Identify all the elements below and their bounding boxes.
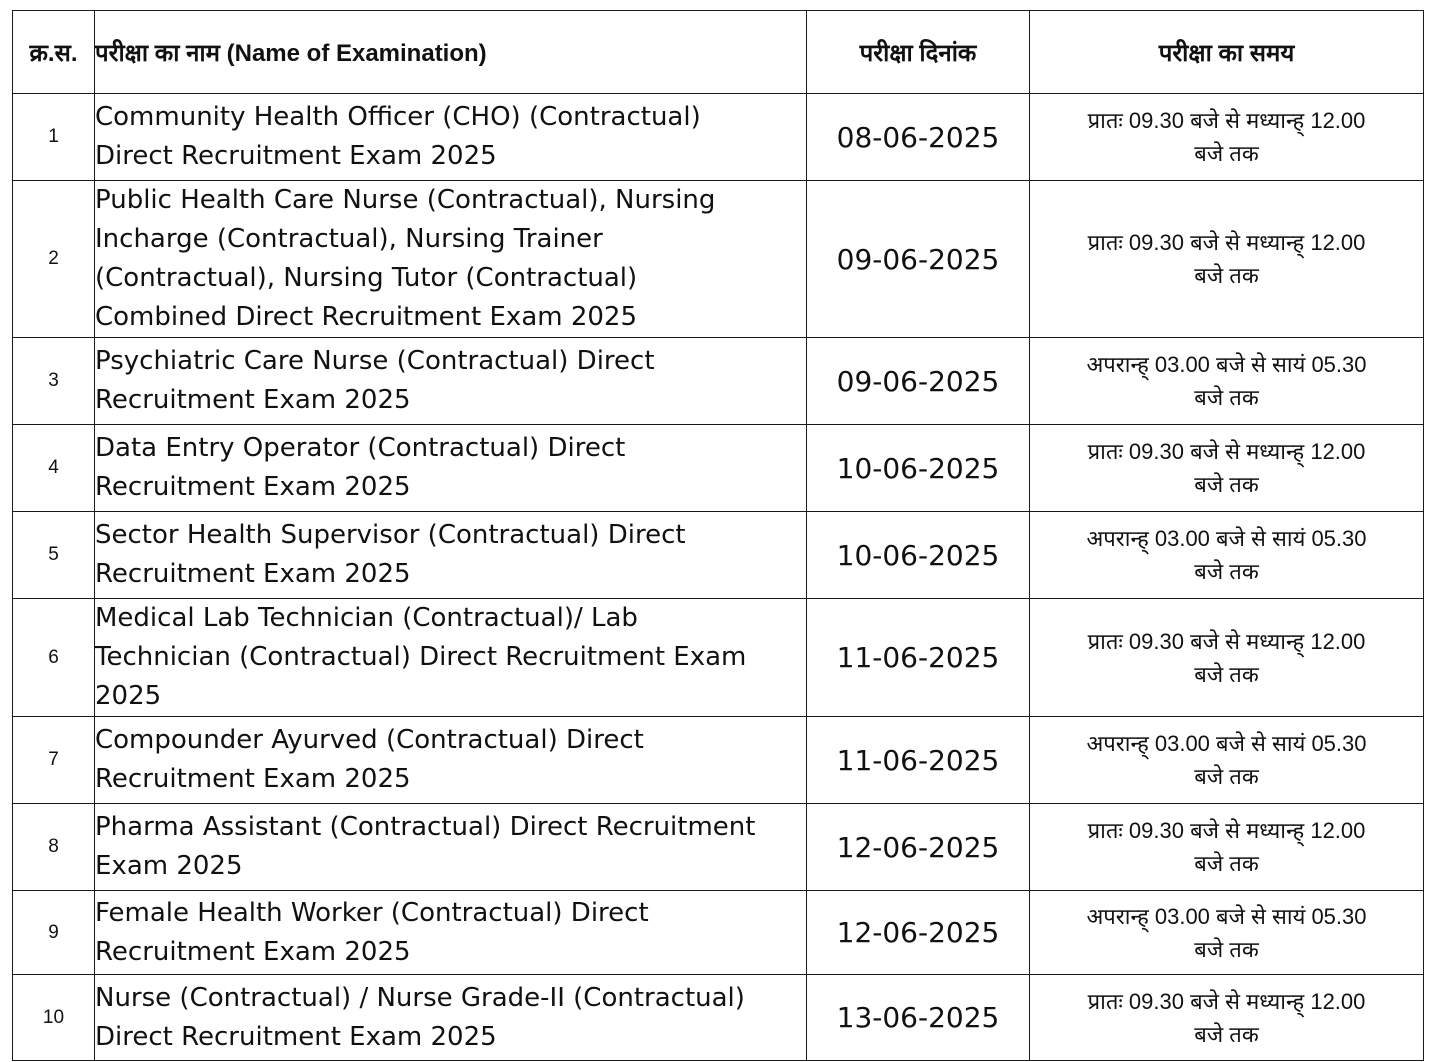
exam-time-line: बजे तक	[1194, 764, 1259, 789]
exam-name-line: Sector Health Supervisor (Contractual) Direct	[95, 520, 686, 550]
table-row-8	[13, 804, 1424, 891]
exam-name-line: Community Health Officer (CHO) (Contractual)	[95, 102, 701, 132]
exam-name-line: Recruitment Exam 2025	[95, 764, 411, 794]
header-exam-name: परीक्षा का नाम (Name of Examination)	[95, 11, 807, 94]
row-serial-number: 10	[13, 975, 95, 1061]
row-exam-name	[95, 181, 807, 338]
row-exam-name	[95, 425, 807, 512]
exam-time-line: अपरान्ह् 03.00 बजे से सायं 05.30	[1086, 352, 1367, 377]
exam-time-line: अपरान्ह् 03.00 बजे से सायं 05.30	[1086, 903, 1367, 929]
row-exam-name	[95, 717, 807, 804]
row-exam-time	[1030, 94, 1424, 181]
row-exam-name	[95, 975, 807, 1061]
row-exam-date: 11-06-2025	[807, 599, 1030, 717]
header-serial-number: क्र.स.	[13, 11, 95, 94]
exam-time-line: प्रातः 09.30 बजे से मध्यान्ह् 12.00	[1087, 988, 1366, 1014]
exam-name-line: Combined Direct Recruitment Exam 2025	[95, 302, 638, 332]
exam-name-line: Public Health Care Nurse (Contractual), Nursing	[95, 185, 716, 215]
row-serial-number: 3	[13, 338, 95, 425]
exam-schedule-table	[12, 10, 1424, 1061]
table-header	[13, 11, 1424, 94]
exam-name-line: Direct Recruitment Exam 2025	[95, 141, 497, 171]
row-exam-date: 12-06-2025	[807, 891, 1030, 975]
exam-name-line: Technician (Contractual) Direct Recruitment Exam	[95, 642, 747, 672]
table-body	[13, 94, 1424, 1061]
exam-time-line: बजे तक	[1194, 661, 1259, 687]
row-exam-date: 09-06-2025	[807, 338, 1030, 425]
exam-name-line: Incharge (Contractual), Nursing Trainer	[95, 224, 603, 254]
exam-name-line: (Contractual), Nursing Tutor (Contractual)	[95, 263, 638, 293]
exam-name-line: Recruitment Exam 2025	[95, 472, 411, 502]
row-serial-number: 4	[13, 425, 95, 512]
row-exam-time	[1030, 891, 1424, 975]
exam-time-line: बजे तक	[1194, 1021, 1259, 1047]
row-exam-date: 08-06-2025	[807, 94, 1030, 181]
row-exam-date: 09-06-2025	[807, 181, 1030, 338]
row-exam-date: 10-06-2025	[807, 512, 1030, 599]
exam-time-line: अपरान्ह् 03.00 बजे से सायं 05.30	[1086, 731, 1367, 756]
row-exam-time	[1030, 599, 1424, 717]
exam-name-line: Compounder Ayurved (Contractual) Direct	[95, 725, 644, 755]
row-exam-name	[95, 599, 807, 717]
exam-time-line: प्रातः 09.30 बजे से मध्यान्ह् 12.00	[1087, 818, 1366, 843]
exam-name-line: Data Entry Operator (Contractual) Direct	[95, 433, 626, 463]
exam-time-line: बजे तक	[1194, 472, 1259, 497]
row-exam-time	[1030, 338, 1424, 425]
row-exam-date: 11-06-2025	[807, 717, 1030, 804]
exam-name-line: Exam 2025	[95, 851, 243, 881]
header-exam-date: परीक्षा दिनांक	[807, 11, 1030, 94]
table-row-9	[13, 891, 1424, 975]
exam-name-line: Medical Lab Technician (Contractual)/ Lab	[95, 603, 638, 633]
row-exam-date: 10-06-2025	[807, 425, 1030, 512]
exam-time-line: प्रातः 09.30 बजे से मध्यान्ह् 12.00	[1087, 230, 1366, 255]
table-row-4	[13, 425, 1424, 512]
row-exam-time	[1030, 975, 1424, 1061]
table-row-5	[13, 512, 1424, 599]
row-exam-name	[95, 94, 807, 181]
header-row	[13, 11, 1424, 94]
table-row-2	[13, 181, 1424, 338]
exam-name-line: Psychiatric Care Nurse (Contractual) Direct	[95, 346, 655, 376]
exam-name-line: Direct Recruitment Exam 2025	[95, 1021, 497, 1052]
row-exam-date: 13-06-2025	[807, 975, 1030, 1061]
row-serial-number: 2	[13, 181, 95, 338]
row-exam-time	[1030, 717, 1424, 804]
exam-time-line: बजे तक	[1194, 559, 1259, 584]
row-exam-time	[1030, 512, 1424, 599]
exam-time-line: प्रातः 09.30 बजे से मध्यान्ह् 12.00	[1087, 108, 1366, 133]
row-serial-number: 6	[13, 599, 95, 717]
exam-time-line: बजे तक	[1194, 851, 1259, 876]
row-exam-name	[95, 891, 807, 975]
exam-name-line: Female Health Worker (Contractual) Direct	[95, 897, 649, 928]
table-row-3	[13, 338, 1424, 425]
exam-time-line: प्रातः 09.30 बजे से मध्यान्ह् 12.00	[1087, 628, 1366, 654]
row-exam-name	[95, 512, 807, 599]
row-serial-number: 5	[13, 512, 95, 599]
table-row-7	[13, 717, 1424, 804]
table-row-6	[13, 599, 1424, 717]
row-exam-date: 12-06-2025	[807, 804, 1030, 891]
exam-name-line: Pharma Assistant (Contractual) Direct Recruitment	[95, 812, 756, 842]
row-exam-name	[95, 804, 807, 891]
exam-time-line: प्रातः 09.30 बजे से मध्यान्ह् 12.00	[1087, 439, 1366, 464]
row-serial-number: 7	[13, 717, 95, 804]
exam-name-line: 2025	[95, 681, 162, 711]
exam-name-line: Recruitment Exam 2025	[95, 936, 411, 967]
exam-name-line: Nurse (Contractual) / Nurse Grade-II (Contractual)	[95, 982, 745, 1013]
row-exam-time	[1030, 804, 1424, 891]
exam-time-line: बजे तक	[1194, 385, 1259, 410]
exam-schedule-sheet	[12, 10, 1423, 1061]
header-exam-time: परीक्षा का समय	[1030, 11, 1424, 94]
row-serial-number: 8	[13, 804, 95, 891]
row-serial-number: 1	[13, 94, 95, 181]
table-row-10	[13, 975, 1424, 1061]
exam-time-line: बजे तक	[1194, 141, 1259, 166]
table-row-1	[13, 94, 1424, 181]
exam-time-line: अपरान्ह् 03.00 बजे से सायं 05.30	[1086, 526, 1367, 551]
exam-time-line: बजे तक	[1194, 263, 1259, 288]
exam-name-line: Recruitment Exam 2025	[95, 559, 411, 589]
exam-time-line: बजे तक	[1194, 936, 1259, 962]
row-exam-name	[95, 338, 807, 425]
row-serial-number: 9	[13, 891, 95, 975]
row-exam-time	[1030, 181, 1424, 338]
exam-name-line: Recruitment Exam 2025	[95, 385, 411, 415]
row-exam-time	[1030, 425, 1424, 512]
